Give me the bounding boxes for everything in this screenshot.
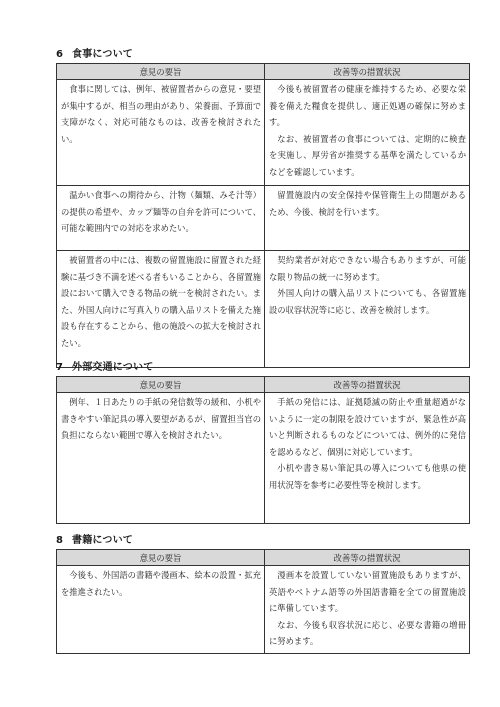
header-opinion: 意見の要旨 — [57, 550, 265, 566]
paragraph: 小机や書き易い筆記具の導入についても他県の使用状況等を参考に必要性等を検討します。 — [269, 463, 466, 490]
header-opinion: 意見の要旨 — [57, 64, 265, 80]
paragraph: 留置施設内の安全保持や保管衛生上の問題があるため、今後、検討を行います。 — [269, 190, 466, 217]
opinion-cell — [57, 186, 265, 251]
opinion-table — [56, 63, 470, 368]
table-row — [57, 566, 470, 654]
section-title: 食事について — [72, 49, 133, 60]
section-meals — [56, 47, 470, 368]
opinion-cell — [57, 251, 265, 368]
section-number: 6 — [56, 49, 64, 60]
table-row — [57, 393, 470, 524]
paragraph: 被留置者の中には、複数の留置施設に留置された経験に基づき不満を述べる者もいることから、各留置施設において購入できる物品の統一を検討されたい。また、外国人向けに写真入りの購入品リストを備えた施設も存在することから、他の施設への拡大を検討されたい。 — [61, 255, 261, 348]
paragraph: 食事に関しては、例年、被留置者からの意見・要望が集中するが、相当の理由があり、栄養面、予算面で支障がなく、対応可能なものは、改善を検討されたい。 — [61, 84, 261, 144]
measure-cell — [265, 80, 470, 186]
section-number: 8 — [56, 535, 64, 546]
header-measure: 改善等の措置状況 — [265, 377, 470, 393]
paragraph: 外国人向けの購入品リストについても、各留置施設の収容状況等に応じ、改善を検討します。 — [269, 288, 466, 315]
table-header-row — [57, 550, 470, 566]
section-external-communication — [56, 360, 470, 524]
section-title: 外部交通について — [72, 362, 154, 373]
opinion-table — [56, 549, 470, 654]
section-number: 7 — [56, 362, 64, 373]
opinion-table — [56, 376, 470, 524]
paragraph: なお、被留置者の食事については、定期的に検査を実施し、厚労省が推奨する基準を満たしているかなどを確認しています。 — [269, 133, 466, 177]
opinion-cell — [57, 80, 265, 186]
measure-cell — [265, 186, 470, 251]
measure-cell — [265, 251, 470, 368]
paragraph: 漫画本を設置していない留置施設もありますが、英語やベトナム語等の外国語書籍を全ての留置施設に準備しています。 — [269, 570, 466, 613]
paragraph: なお、今後も収容状況に応じ、必要な書籍の増冊に努めます。 — [269, 619, 466, 646]
section-heading — [56, 533, 470, 549]
paragraph: 手紙の発信には、証拠隠滅の防止や重量超過がないように一定の制限を設けていますが、緊急性が高いと判断されるものなどについては、例外的に発信を認めるなど、個別に対応しています。 — [269, 397, 466, 457]
opinion-cell — [57, 566, 265, 654]
table-row — [57, 251, 470, 368]
measure-cell — [265, 393, 470, 524]
table-header-row — [57, 377, 470, 393]
paragraph: 温かい食事への期待から、汁物（麺類、みそ汁等）の提供の希望や、カップ麺等の自弁を許可について、可能な範囲内での対応を求めたい。 — [61, 190, 261, 233]
paragraph: 契約業者が対応できない場合もありますが、可能な限り物品の統一に努めます。 — [269, 255, 466, 282]
section-books — [56, 533, 470, 654]
header-measure: 改善等の措置状況 — [265, 550, 470, 566]
paragraph: 今後も、外国語の書籍や漫画本、絵本の設置・拡充を推進されたい。 — [61, 570, 261, 597]
header-opinion: 意見の要旨 — [57, 377, 265, 393]
table-header-row — [57, 64, 470, 80]
table-row — [57, 80, 470, 186]
header-measure: 改善等の措置状況 — [265, 64, 470, 80]
section-heading — [56, 360, 470, 376]
opinion-cell — [57, 393, 265, 524]
paragraph: 例年、１日あたりの手紙の発信数等の緩和、小机や書きやすい筆記具の導入要望があるが、留置担当官の負担にならない範囲で導入を検討されたい。 — [61, 397, 261, 440]
paragraph: 今後も被留置者の健康を維持するため、必要な栄養を備えた糧食を提供し、適正処遇の確保に努めます。 — [269, 84, 466, 127]
table-row — [57, 186, 470, 251]
measure-cell — [265, 566, 470, 654]
section-title: 書籍について — [72, 535, 133, 546]
section-heading — [56, 47, 470, 63]
